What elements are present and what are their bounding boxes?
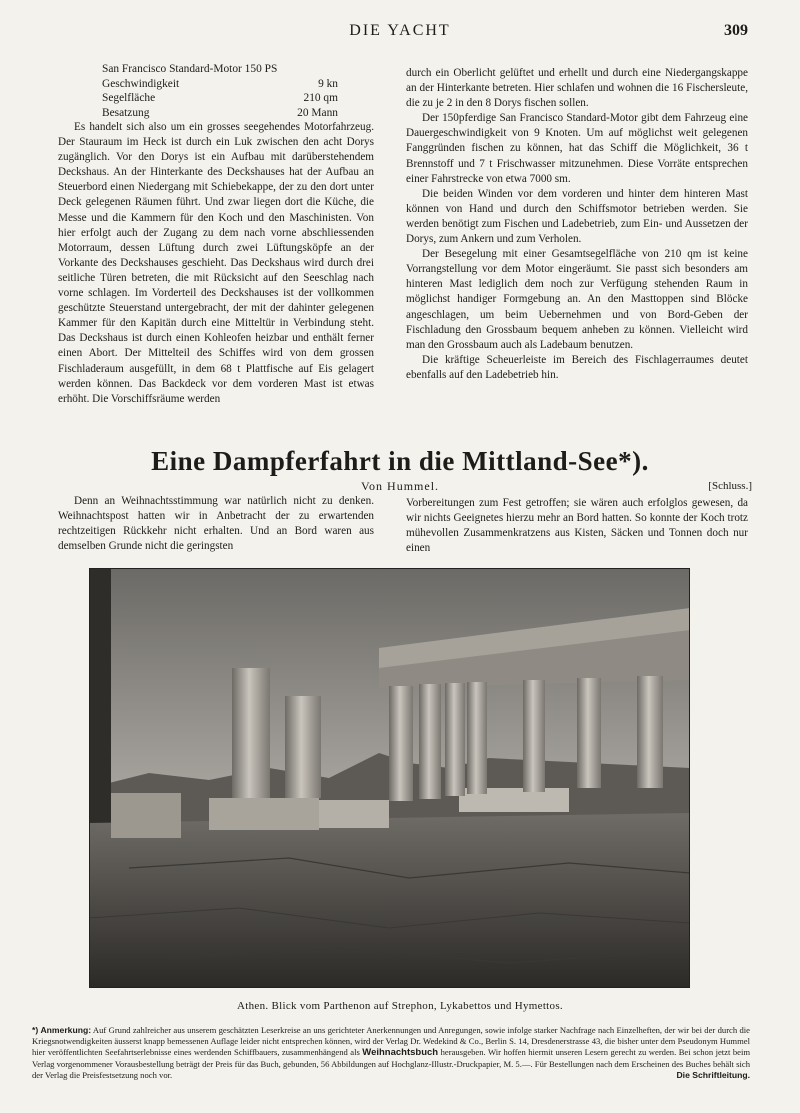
spec-row bbox=[102, 62, 338, 77]
page-number: 309 bbox=[724, 22, 748, 39]
footnote-text: herausgeben. Wir hoffen hiermit unseren Lesern gerecht zu werden. Bei schon jetzt beim Verlag vorgenommener Vorausbestellung beträgt der Preis für das Buch, gebunden, 56 Abbildungen auf Hochglanz-Illustr.-Druckpapier, M. 5.—. Für Bestellungen nach dem Erscheinen des Buches behält sich der Verlag die Preisfestsetzung noch vor. bbox=[32, 1047, 751, 1080]
body-paragraph: Es handelt sich also um ein grosses seegehendes Motorfahrzeug. Der Stauraum im Heck ist durch ein Luk zwischen den acht Dorys zugänglich. Vor den Dorys ist ein Aufbau mit darüberstehendem Deckshaus. An der Hinterkante des Deckshauses hat der Aufbau an Steuerbord einen Niedergang mit Schiebekappe, der zu den dort unter Deck gelegenen Räumen führt. Und zwar liegen dort die Küche, die Messe und die Kammern für den Koch und den Maschinisten. Von hier erfolgt auch der Zugang zu dem nach vorne abschliessenden Motorraum, dessen Lüftung durch zwei Lüftungsköpfe an der Vorkante des Deckshauses geschieht. Das Deckshaus wird durch drei seitliche Türen betreten, die mit Rücksicht auf den Seeschlag nach vorne schlagen. Im Vorderteil des Deckshauses ist der vollkommen geschützte Steuerstand untergebracht, der mit der dahinter gelegenen Kammer für den Kapitän durch eine Mitteltür in Verbindung steht. Das Deckshaus ist durch einen Kohleofen heizbar und enthält ferner einen Abort. Der Mittelteil des Schiffes wird von dem grossen Fischladeraum ausgefüllt, in dem 68 t Plattfische auf Eis gelagert werden können. Das Backdeck vor dem vorderen Mast ist etwas erhöht. Die Vorschiffsräume werden bbox=[58, 121, 374, 405]
footnote-book-title: Weihnachtsbuch bbox=[362, 1047, 439, 1059]
continuation-note: [Schluss.] bbox=[708, 480, 752, 492]
body-paragraph: Der 150pferdige San Francisco Standard-Motor gibt dem Fahrzeug eine Dauergeschwindigkeit von 9 Knoten. Um auf möglichst weit gelegenen Fanggründen fischen zu können, hat das Schiff die Möglichkeit, 36 t Brennstoff und 7 t Frischwasser mitzunehmen. Diese Vorräte entsprechen einer Fahrstrecke von etwa 7000 sm. bbox=[406, 112, 748, 185]
spec-label: San Francisco Standard-Motor 150 PS bbox=[102, 63, 278, 75]
body-paragraph: Denn an Weihnachtsstimmung war natürlich nicht zu denken. Weihnachtspost hatten wir in Anbetracht der zu erwartenden rechtzeitigen Rückkehr nicht erhalten. Und an Bord waren aus demselben Grunde nicht die geringsten bbox=[58, 495, 374, 553]
spec-value: 20 Mann bbox=[297, 106, 338, 119]
running-head: DIE YACHT bbox=[349, 22, 451, 39]
photo-caption: Athen. Blick vom Parthenon auf Strephon, Lykabettos und Hymettos. bbox=[237, 1000, 563, 1012]
footnote bbox=[32, 1025, 750, 1081]
spec-label: Segelfläche bbox=[102, 92, 156, 104]
column-left-bottom bbox=[58, 494, 374, 554]
spec-value: 9 kn bbox=[318, 77, 338, 90]
article-byline: Von Hummel. bbox=[360, 479, 440, 493]
footnote-label: *) Anmerkung: bbox=[32, 1025, 92, 1035]
footnote-text: Auf Grund zahlreicher aus unserem geschätzten Leserkreise an uns gerichteter Anerkennungen und Anregungen, sowie infolge starker Nachfrage nach Einzelheften, der wir bei der durch die Kriegsnotwendigkeiten äusserst knapp bemessenen Auflage leider nicht entsprechen können, wird der Verlag Dr. Wedekind & Co., Berlin S. 14, Dresdenerstrasse 43, die bisher unter dem Pseudonym Hummel hier veröffentlichten Seefahrtserlebnisse eines werdenden Schiffbauers, zusammenhängend als bbox=[32, 1025, 750, 1058]
body-paragraph: Der Besegelung mit einer Gesamtsegelfläche von 210 qm ist keine Vorrangstellung vor dem Motor eingeräumt. Sie passt sich besonders am hinteren Mast lediglich dem noch zur Verfügung stehenden Raum in möglichst handiger Formgebung an. An den Masttoppen sind Blöcke angeschlagen, um beim Uebernehmen und von Bord-Geben der Fischladung den Grossbaum bequem anheben zu können. Vielleicht wird man den Grossbaum auch als Ladebaum benutzen. bbox=[406, 248, 748, 351]
column-right-top bbox=[406, 66, 748, 383]
body-paragraph: Vorbereitungen zum Fest getroffen; sie wären auch erfolglos gewesen, da wir nichts Geeignetes hierzu mehr an Bord hatten. So konnte der Koch trotz mühevollen Zusammenkratzens aus Kisten, Säcken und Tonnen doch nur einen bbox=[406, 497, 748, 555]
footnote-signature: Die Schriftleitung. bbox=[676, 1069, 750, 1080]
spec-value: 210 qm bbox=[303, 92, 338, 104]
spec-label: Geschwindigkeit bbox=[102, 77, 180, 90]
parthenon-photo bbox=[89, 568, 690, 988]
body-paragraph: Die kräftige Scheuerleiste im Bereich des Fischlagerraumes deutet ebenfalls auf den Ladebetrieb hin. bbox=[406, 353, 748, 381]
column-right-bottom bbox=[406, 496, 748, 556]
spec-row bbox=[102, 77, 338, 92]
spec-row bbox=[102, 106, 338, 121]
spec-label: Besatzung bbox=[102, 106, 150, 119]
body-paragraph: Die beiden Winden vor dem vorderen und hinter dem hinteren Mast können von Hand und durch den Schiffsmotor betrieben werden. Sie werden benötigt zum Fischen und Ladebetrieb, zum Ein- und Aussetzen der Dorys, zum Ankern und zum Verholen. bbox=[406, 187, 748, 246]
photo-illustration bbox=[89, 568, 690, 988]
page-header bbox=[0, 18, 800, 46]
spec-row bbox=[102, 91, 338, 106]
body-paragraph: durch ein Oberlicht gelüftet und erhellt und durch eine Niedergangskappe an der Hinterkante betreten. Hier schlafen und wohnen die 16 Fischersleute, die zu je 2 in den 8 Dorys fischen sollen. bbox=[406, 67, 748, 110]
article-title: Eine Dampferfahrt in die Mittland-See*). bbox=[151, 446, 649, 476]
spec-table bbox=[102, 62, 338, 120]
column-left-top bbox=[58, 62, 374, 407]
